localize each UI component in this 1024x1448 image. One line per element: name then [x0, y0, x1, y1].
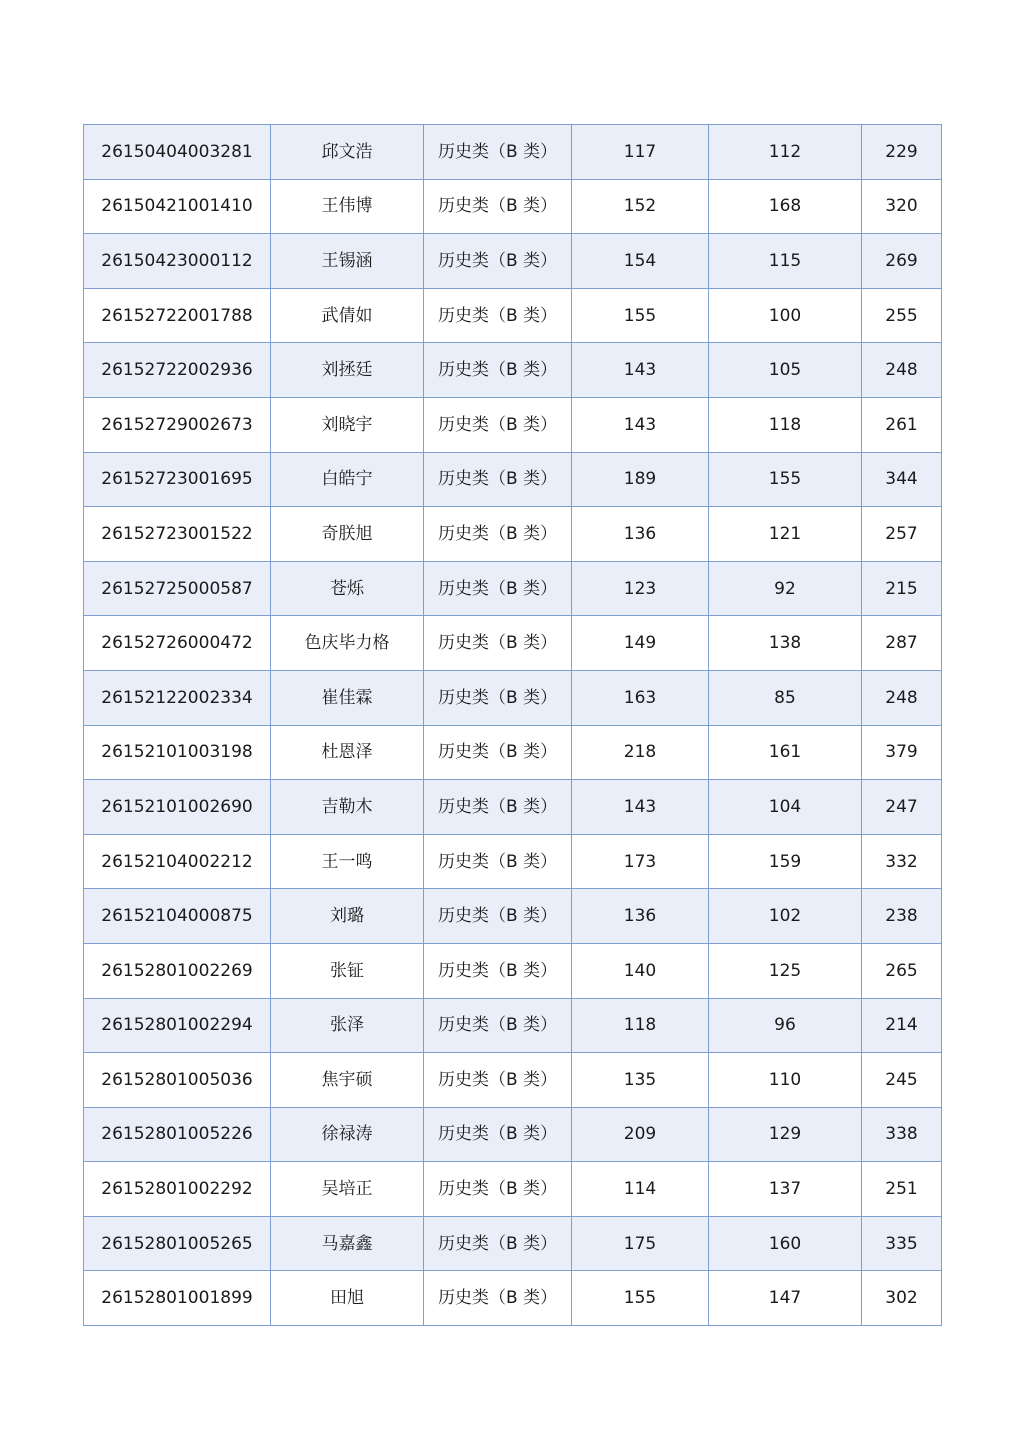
category-cell: 历史类（B 类）: [424, 1271, 572, 1326]
table-row: [84, 998, 942, 1053]
total-score-cell: 287: [862, 616, 942, 671]
category-cell: 历史类（B 类）: [424, 234, 572, 289]
category-cell: 历史类（B 类）: [424, 397, 572, 452]
category-cell: 历史类（B 类）: [424, 889, 572, 944]
total-score-cell: 261: [862, 397, 942, 452]
total-score-cell: 248: [862, 343, 942, 398]
exam-number-cell: 26152101002690: [84, 780, 271, 835]
table-row: [84, 125, 942, 180]
total-score-cell: 320: [862, 179, 942, 234]
score-1-cell: 154: [572, 234, 709, 289]
student-name-cell: 徐禄涛: [271, 1107, 424, 1162]
category-cell: 历史类（B 类）: [424, 998, 572, 1053]
table-row: [84, 507, 942, 562]
score-2-cell: 161: [709, 725, 862, 780]
table-row: [84, 234, 942, 289]
table-row: [84, 670, 942, 725]
score-1-cell: 143: [572, 397, 709, 452]
exam-number-cell: 26152722002936: [84, 343, 271, 398]
score-2-cell: 137: [709, 1162, 862, 1217]
total-score-cell: 338: [862, 1107, 942, 1162]
exam-number-cell: 26152729002673: [84, 397, 271, 452]
total-score-cell: 379: [862, 725, 942, 780]
category-cell: 历史类（B 类）: [424, 1053, 572, 1108]
score-2-cell: 100: [709, 288, 862, 343]
score-1-cell: 114: [572, 1162, 709, 1217]
score-2-cell: 155: [709, 452, 862, 507]
score-1-cell: 149: [572, 616, 709, 671]
exam-number-cell: 26150421001410: [84, 179, 271, 234]
exam-number-cell: 26152101003198: [84, 725, 271, 780]
score-1-cell: 173: [572, 834, 709, 889]
table-row: [84, 1107, 942, 1162]
student-name-cell: 张泽: [271, 998, 424, 1053]
table-row: [84, 288, 942, 343]
score-1-cell: 143: [572, 780, 709, 835]
total-score-cell: 238: [862, 889, 942, 944]
exam-number-cell: 26150404003281: [84, 125, 271, 180]
student-name-cell: 田旭: [271, 1271, 424, 1326]
score-1-cell: 136: [572, 889, 709, 944]
student-name-cell: 刘拯廷: [271, 343, 424, 398]
exam-number-cell: 26152722001788: [84, 288, 271, 343]
student-name-cell: 马嘉鑫: [271, 1216, 424, 1271]
student-name-cell: 苍烁: [271, 561, 424, 616]
score-2-cell: 147: [709, 1271, 862, 1326]
total-score-cell: 344: [862, 452, 942, 507]
table-row: [84, 343, 942, 398]
score-2-cell: 104: [709, 780, 862, 835]
score-1-cell: 152: [572, 179, 709, 234]
exam-number-cell: 26152104000875: [84, 889, 271, 944]
student-name-cell: 王一鸣: [271, 834, 424, 889]
score-1-cell: 140: [572, 943, 709, 998]
category-cell: 历史类（B 类）: [424, 452, 572, 507]
category-cell: 历史类（B 类）: [424, 1107, 572, 1162]
score-1-cell: 118: [572, 998, 709, 1053]
category-cell: 历史类（B 类）: [424, 616, 572, 671]
student-name-cell: 白皓宁: [271, 452, 424, 507]
exam-number-cell: 26152801005226: [84, 1107, 271, 1162]
category-cell: 历史类（B 类）: [424, 179, 572, 234]
student-name-cell: 吉勒木: [271, 780, 424, 835]
category-cell: 历史类（B 类）: [424, 507, 572, 562]
exam-number-cell: 26152801002292: [84, 1162, 271, 1217]
table-row: [84, 1216, 942, 1271]
total-score-cell: 302: [862, 1271, 942, 1326]
student-name-cell: 刘晓宇: [271, 397, 424, 452]
student-name-cell: 王锡涵: [271, 234, 424, 289]
score-1-cell: 143: [572, 343, 709, 398]
total-score-cell: 245: [862, 1053, 942, 1108]
table-row: [84, 943, 942, 998]
student-name-cell: 王伟博: [271, 179, 424, 234]
exam-number-cell: 26150423000112: [84, 234, 271, 289]
total-score-cell: 257: [862, 507, 942, 562]
exam-number-cell: 26152801005036: [84, 1053, 271, 1108]
total-score-cell: 247: [862, 780, 942, 835]
table-row: [84, 179, 942, 234]
table-row: [84, 780, 942, 835]
score-2-cell: 96: [709, 998, 862, 1053]
total-score-cell: 251: [862, 1162, 942, 1217]
score-1-cell: 117: [572, 125, 709, 180]
student-name-cell: 崔佳霖: [271, 670, 424, 725]
category-cell: 历史类（B 类）: [424, 1162, 572, 1217]
category-cell: 历史类（B 类）: [424, 670, 572, 725]
table-row: [84, 397, 942, 452]
table-row: [84, 725, 942, 780]
score-2-cell: 138: [709, 616, 862, 671]
score-2-cell: 125: [709, 943, 862, 998]
category-cell: 历史类（B 类）: [424, 561, 572, 616]
category-cell: 历史类（B 类）: [424, 725, 572, 780]
total-score-cell: 255: [862, 288, 942, 343]
score-1-cell: 189: [572, 452, 709, 507]
total-score-cell: 229: [862, 125, 942, 180]
score-2-cell: 159: [709, 834, 862, 889]
score-table: [83, 124, 942, 1326]
exam-number-cell: 26152723001695: [84, 452, 271, 507]
category-cell: 历史类（B 类）: [424, 125, 572, 180]
total-score-cell: 248: [862, 670, 942, 725]
table-row: [84, 834, 942, 889]
score-2-cell: 105: [709, 343, 862, 398]
score-2-cell: 129: [709, 1107, 862, 1162]
category-cell: 历史类（B 类）: [424, 780, 572, 835]
table-row: [84, 616, 942, 671]
exam-number-cell: 26152122002334: [84, 670, 271, 725]
table-row: [84, 452, 942, 507]
student-name-cell: 张钲: [271, 943, 424, 998]
student-name-cell: 杜恩泽: [271, 725, 424, 780]
score-1-cell: 123: [572, 561, 709, 616]
score-table-body: [84, 125, 942, 1326]
student-name-cell: 吴培正: [271, 1162, 424, 1217]
student-name-cell: 邱文浩: [271, 125, 424, 180]
total-score-cell: 335: [862, 1216, 942, 1271]
score-1-cell: 209: [572, 1107, 709, 1162]
score-1-cell: 135: [572, 1053, 709, 1108]
exam-number-cell: 26152723001522: [84, 507, 271, 562]
score-2-cell: 85: [709, 670, 862, 725]
student-name-cell: 焦宇硕: [271, 1053, 424, 1108]
total-score-cell: 269: [862, 234, 942, 289]
score-1-cell: 175: [572, 1216, 709, 1271]
exam-number-cell: 26152801001899: [84, 1271, 271, 1326]
score-2-cell: 115: [709, 234, 862, 289]
score-1-cell: 218: [572, 725, 709, 780]
score-2-cell: 112: [709, 125, 862, 180]
exam-number-cell: 26152801002269: [84, 943, 271, 998]
score-2-cell: 92: [709, 561, 862, 616]
exam-number-cell: 26152725000587: [84, 561, 271, 616]
score-1-cell: 155: [572, 1271, 709, 1326]
student-name-cell: 武倩如: [271, 288, 424, 343]
score-2-cell: 102: [709, 889, 862, 944]
score-1-cell: 136: [572, 507, 709, 562]
table-row: [84, 1162, 942, 1217]
score-1-cell: 163: [572, 670, 709, 725]
student-name-cell: 刘璐: [271, 889, 424, 944]
score-2-cell: 121: [709, 507, 862, 562]
student-name-cell: 奇朕旭: [271, 507, 424, 562]
total-score-cell: 332: [862, 834, 942, 889]
score-2-cell: 168: [709, 179, 862, 234]
category-cell: 历史类（B 类）: [424, 834, 572, 889]
table-row: [84, 889, 942, 944]
total-score-cell: 215: [862, 561, 942, 616]
category-cell: 历史类（B 类）: [424, 288, 572, 343]
category-cell: 历史类（B 类）: [424, 1216, 572, 1271]
exam-number-cell: 26152801005265: [84, 1216, 271, 1271]
category-cell: 历史类（B 类）: [424, 943, 572, 998]
total-score-cell: 265: [862, 943, 942, 998]
score-2-cell: 110: [709, 1053, 862, 1108]
score-1-cell: 155: [572, 288, 709, 343]
student-name-cell: 色庆毕力格: [271, 616, 424, 671]
score-2-cell: 160: [709, 1216, 862, 1271]
exam-number-cell: 26152104002212: [84, 834, 271, 889]
table-row: [84, 1053, 942, 1108]
exam-number-cell: 26152726000472: [84, 616, 271, 671]
category-cell: 历史类（B 类）: [424, 343, 572, 398]
score-2-cell: 118: [709, 397, 862, 452]
exam-number-cell: 26152801002294: [84, 998, 271, 1053]
table-row: [84, 1271, 942, 1326]
total-score-cell: 214: [862, 998, 942, 1053]
table-row: [84, 561, 942, 616]
